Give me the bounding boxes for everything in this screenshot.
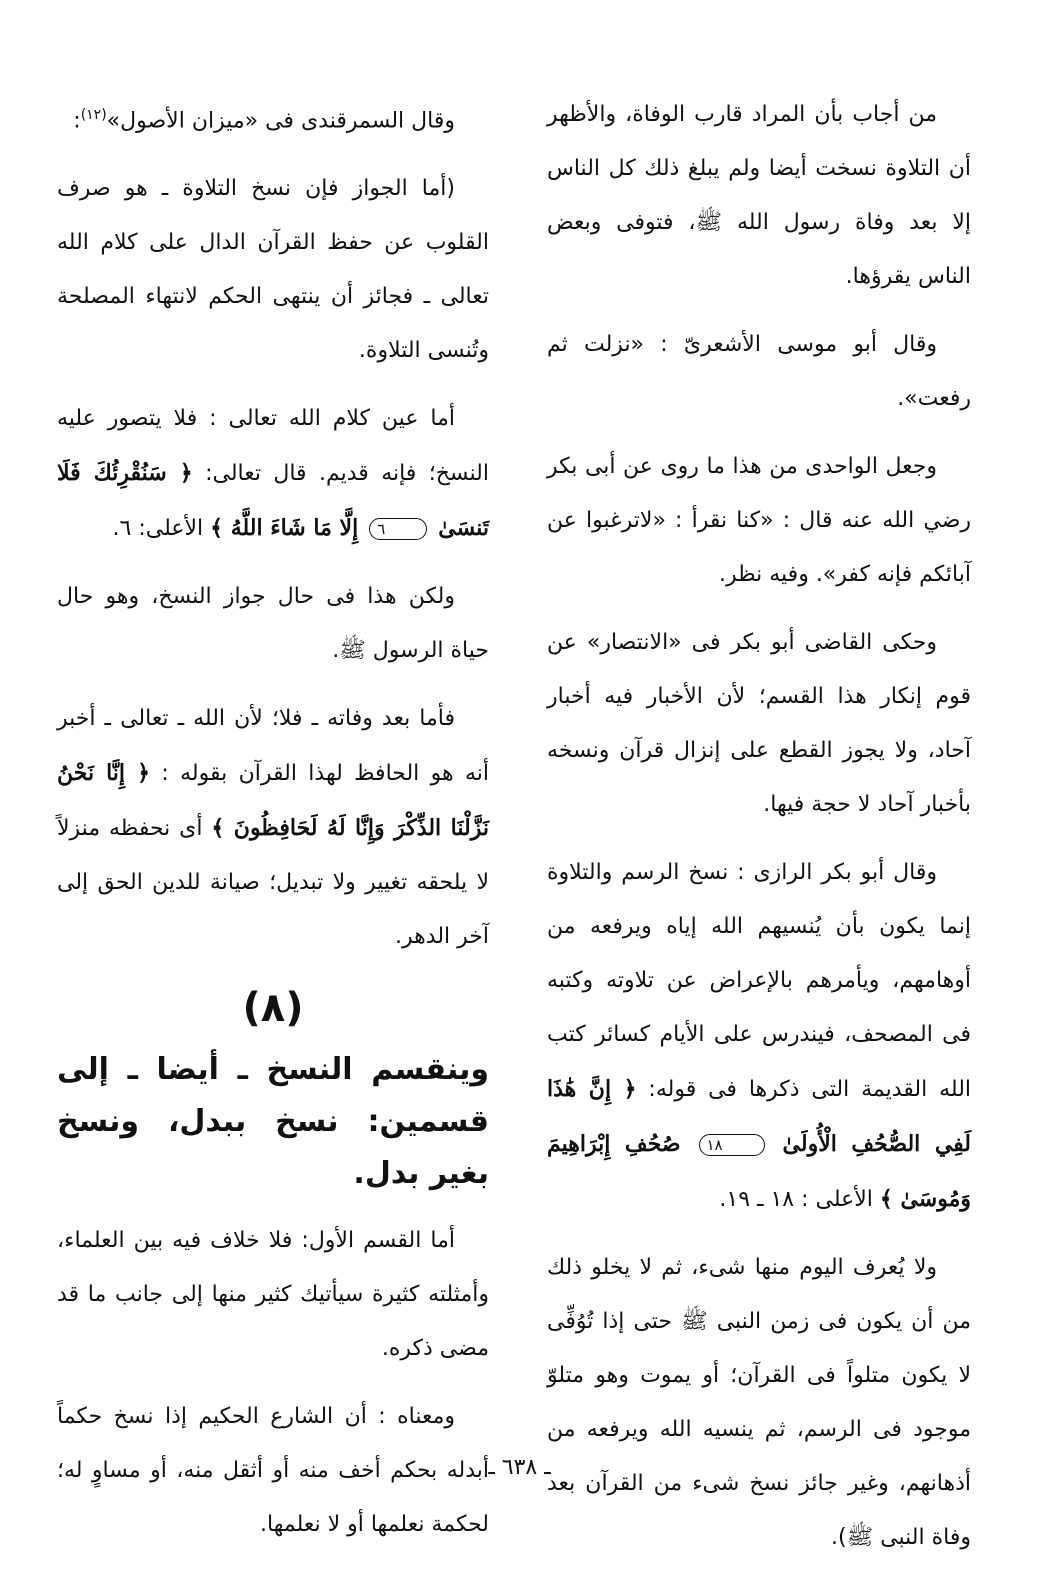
paragraph: (أما الجواز فإن نسخ التلاوة ـ هو صرف القلوب عن حفظ القرآن الدال على كلام الله تعالى ـ فجائز أن ينتهى الحكم لانتهاء المصلحة وتُنسى التلاوة. [57,176,489,364]
quran-verse: ﴿ سَنُقْرِئُكَ فَلَا تَنسَىٰ [57,460,489,542]
paragraph [547,846,971,1227]
verse-number: ٦ [369,518,427,540]
paragraph-text: أى نحفظه منزلاً لا يلحقه تغيير ولا تبديل؛ صيانة للدين الحق إلى آخر الدهر. [57,816,489,950]
quran-verse: ﴿ إِنَّا نَحْنُ نَزَّلْنَا الذِّكْرَ وَإِنَّا لَهُ لَحَافِظُونَ ﴾ [57,760,489,842]
verse-reference: الأعلى: ٦. [112,516,204,542]
verse-reference: الأعلى : ١٨ ـ ١٩. [719,1187,873,1212]
paragraph-text: فأما بعد وفاته ـ فلا؛ لأن الله ـ تعالى ـ أخبر أنه هو الحافظ لهذا القرآن بقوله : [57,706,490,787]
page-number: ـ ٦٣٨ ـ [488,1455,551,1480]
paragraph: من أجاب بأن المراد قارب الوفاة، والأظهر أن التلاوة نسخت أيضا ولم يبلغ ذلك كل الناس إلا بعد وفاة رسول الله ﷺ، فتوفى وبعض الناس يقرؤها. [547,102,971,289]
paragraph: أما القسم الأول: فلا خلاف فيه بين العلماء، وأمثلته كثيرة سيأتيك كثير منها إلى جانب ما قد مضى ذكره. [57,1228,489,1362]
paragraph-text: أما عين كلام الله تعالى : فلا يتصور عليه النسخ؛ فإنه قديم. قال تعالى: [57,406,489,487]
verse-number: ١٨ [699,1134,765,1156]
paragraph-text: وقال السمرقندى فى «ميزان الأصول» [106,108,455,134]
section-heading: وينقسم النسخ ـ أيضا ـ إلى قسمين: نسخ ببدل، ونسخ بغير بدل. [57,1052,489,1192]
paragraph: وقال أبو موسى الأشعرىّ : «نزلت ثم رفعت». [547,332,971,411]
paragraph: وجعل الواحدى من هذا ما روى عن أبى بكر رضي الله عنه قال : «كنا نقرأ : «لاترغبوا عن آبائكم فإنه كفر». وفيه نظر. [547,454,971,587]
footnote-marker: (١٢) [80,107,107,123]
section-number: (٨) [242,985,304,1032]
colon: : [73,108,81,134]
paragraph [57,692,489,964]
paragraph [57,392,489,556]
paragraph: ولا يُعرف اليوم منها شىء، ثم لا يخلو ذلك من أن يكون فى زمن النبى ﷺ حتى إذا تُوُفِّى لا يكون متلواً فى القرآن؛ أو يموت وهو متلوّ موجود فى الرسم، ثم ينسيه الله ويرفعه من أذهانهم، وغير جائز نسخ شىء من القرآن بعد وفاة النبى ﷺ). [547,1255,971,1550]
right-column [547,88,971,1579]
paragraph: وحكى القاضى أبو بكر فى «الانتصار» عن قوم إنكار هذا القسم؛ لأن الأخبار فيه أخبار آحاد، ولا يجوز القطع على إنزال قرآن ونسخه بأخبار آحاد لا حجة فيها. [547,630,971,817]
quran-verse: ﴿ إِنَّ هَٰذَا لَفِي الصُّحُفِ الْأُولَىٰ [547,1076,972,1157]
paragraph [57,88,489,148]
quran-verse: صُحُفِ إِبْرَاهِيمَ وَمُوسَىٰ ﴾ [547,1131,971,1212]
paragraph: ومعناه : أن الشارع الحكيم إذا نسخ حكماً أبدله بحكم أخف منه أو أثقل منه، أو مساوٍ له؛ لحكمة نعلمها أو لا نعلمها. [57,1404,489,1538]
paragraph: ولكن هذا فى حال جواز النسخ، وهو حال حياة الرسول ﷺ. [57,584,489,664]
left-column [57,88,489,1566]
paragraph-text: وقال أبو بكر الرازى : نسخ الرسم والتلاوة إنما يكون بأن يُنسيهم الله إياه ويرفعه من أوهامهم، ويأمرهم بالإعراض عن تلاوته وكتبه فى المصحف، فيندرس على الأيام كسائر كتب الله القديمة التى ذكرها فى قوله: [547,860,972,1102]
quran-verse: إِلَّا مَا شَاءَ اللَّهُ ﴾ [210,515,359,542]
